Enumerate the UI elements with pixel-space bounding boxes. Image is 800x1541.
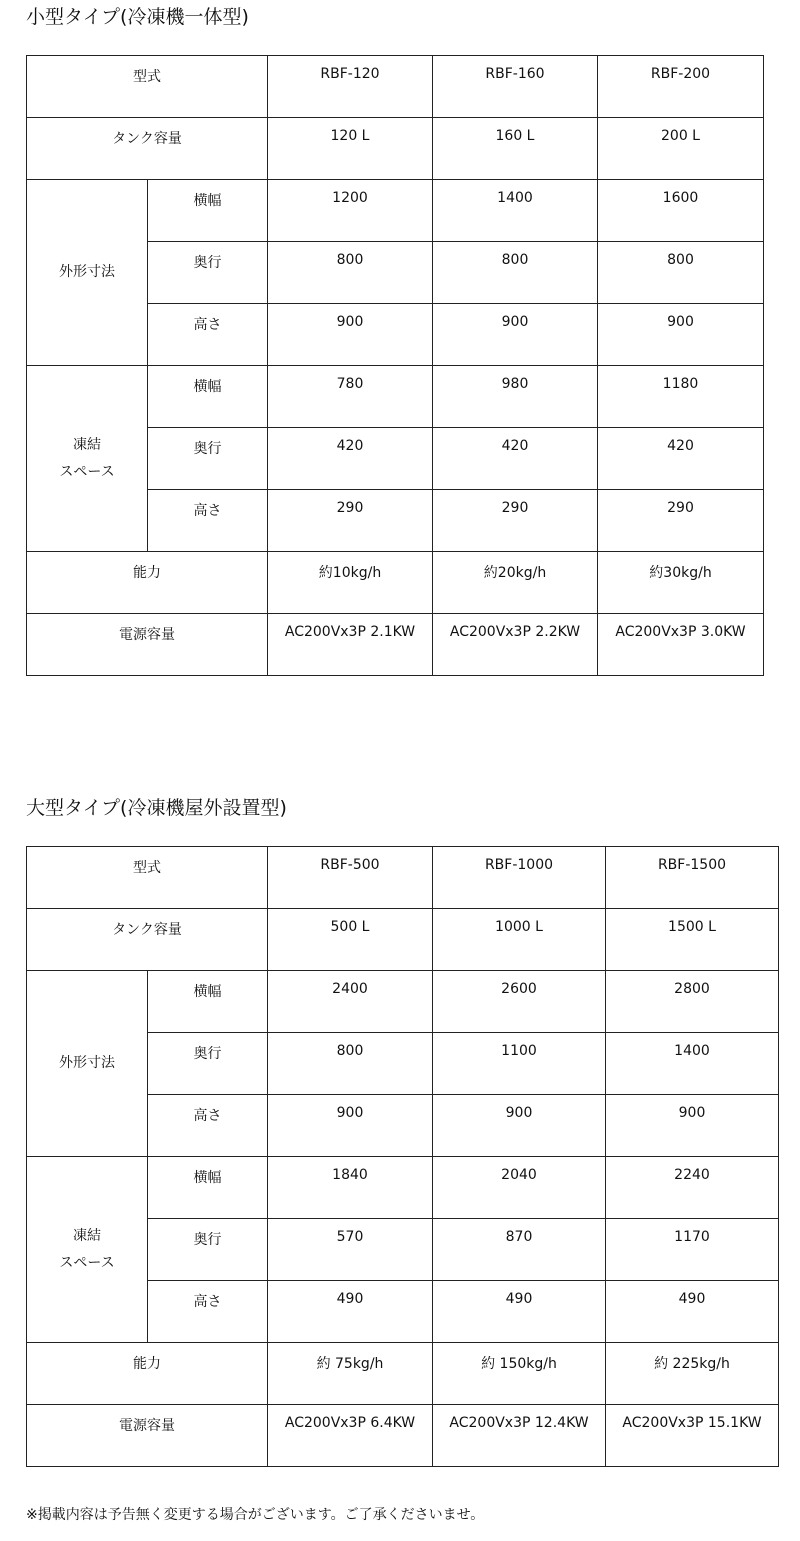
cell-outer-height: 900 bbox=[598, 304, 764, 366]
table-row-freeze-width bbox=[27, 366, 764, 428]
cell-power: AC200Vx3P 12.4KW bbox=[433, 1405, 606, 1467]
label-power: 電源容量 bbox=[27, 614, 268, 676]
cell-power: AC200Vx3P 6.4KW bbox=[268, 1405, 433, 1467]
cell-freeze-depth: 420 bbox=[598, 428, 764, 490]
cell-outer-height: 900 bbox=[268, 1095, 433, 1157]
label-freeze-space-line1: 凍結 bbox=[73, 436, 101, 453]
cell-freeze-width: 1840 bbox=[268, 1157, 433, 1219]
cell-freeze-width: 980 bbox=[433, 366, 598, 428]
label-depth: 奥行 bbox=[148, 1033, 268, 1095]
cell-capacity: 約20kg/h bbox=[433, 552, 598, 614]
table-row-power bbox=[27, 1405, 779, 1467]
table-row-tank bbox=[27, 909, 779, 971]
cell-freeze-width: 1180 bbox=[598, 366, 764, 428]
label-width: 横幅 bbox=[148, 180, 268, 242]
label-height: 高さ bbox=[148, 490, 268, 552]
cell-freeze-height: 490 bbox=[606, 1281, 779, 1343]
cell-outer-depth: 800 bbox=[433, 242, 598, 304]
cell-freeze-depth: 870 bbox=[433, 1219, 606, 1281]
cell-outer-width: 2600 bbox=[433, 971, 606, 1033]
cell-freeze-height: 490 bbox=[433, 1281, 606, 1343]
cell-outer-width: 2800 bbox=[606, 971, 779, 1033]
cell-outer-height: 900 bbox=[606, 1095, 779, 1157]
table-row-freeze-width bbox=[27, 1157, 779, 1219]
label-tank-capacity: タンク容量 bbox=[27, 909, 268, 971]
cell-freeze-width: 2040 bbox=[433, 1157, 606, 1219]
cell-freeze-depth: 420 bbox=[268, 428, 433, 490]
cell-outer-width: 1200 bbox=[268, 180, 433, 242]
cell-outer-depth: 1100 bbox=[433, 1033, 606, 1095]
cell-model: RBF-1500 bbox=[606, 847, 779, 909]
cell-model: RBF-1000 bbox=[433, 847, 606, 909]
cell-freeze-depth: 1170 bbox=[606, 1219, 779, 1281]
cell-model: RBF-120 bbox=[268, 56, 433, 118]
label-outer-dimensions: 外形寸法 bbox=[27, 971, 148, 1157]
label-depth: 奥行 bbox=[148, 1219, 268, 1281]
label-freeze-space bbox=[27, 1157, 148, 1343]
label-freeze-space-line2: スペース bbox=[59, 463, 115, 480]
cell-outer-depth: 800 bbox=[268, 1033, 433, 1095]
large-type-spec-table bbox=[26, 846, 779, 1467]
label-height: 高さ bbox=[148, 304, 268, 366]
label-height: 高さ bbox=[148, 1095, 268, 1157]
cell-freeze-width: 780 bbox=[268, 366, 433, 428]
cell-outer-height: 900 bbox=[268, 304, 433, 366]
cell-freeze-depth: 420 bbox=[433, 428, 598, 490]
cell-tank-capacity: 120 L bbox=[268, 118, 433, 180]
cell-capacity: 約 75kg/h bbox=[268, 1343, 433, 1405]
cell-outer-width: 1400 bbox=[433, 180, 598, 242]
cell-capacity: 約10kg/h bbox=[268, 552, 433, 614]
label-tank-capacity: タンク容量 bbox=[27, 118, 268, 180]
cell-outer-width: 1600 bbox=[598, 180, 764, 242]
cell-freeze-width: 2240 bbox=[606, 1157, 779, 1219]
cell-outer-width: 2400 bbox=[268, 971, 433, 1033]
cell-capacity: 約 150kg/h bbox=[433, 1343, 606, 1405]
cell-freeze-depth: 570 bbox=[268, 1219, 433, 1281]
cell-tank-capacity: 1000 L bbox=[433, 909, 606, 971]
cell-outer-height: 900 bbox=[433, 1095, 606, 1157]
label-capacity: 能力 bbox=[27, 552, 268, 614]
label-freeze-space-line1: 凍結 bbox=[73, 1227, 101, 1244]
label-power: 電源容量 bbox=[27, 1405, 268, 1467]
cell-outer-depth: 800 bbox=[268, 242, 433, 304]
label-width: 横幅 bbox=[148, 971, 268, 1033]
label-capacity: 能力 bbox=[27, 1343, 268, 1405]
small-type-spec-table bbox=[26, 55, 764, 676]
table-row-outer-width bbox=[27, 180, 764, 242]
table-row-power bbox=[27, 614, 764, 676]
cell-outer-depth: 1400 bbox=[606, 1033, 779, 1095]
cell-model: RBF-160 bbox=[433, 56, 598, 118]
label-width: 横幅 bbox=[148, 366, 268, 428]
cell-freeze-height: 490 bbox=[268, 1281, 433, 1343]
label-height: 高さ bbox=[148, 1281, 268, 1343]
cell-model: RBF-500 bbox=[268, 847, 433, 909]
cell-tank-capacity: 500 L bbox=[268, 909, 433, 971]
large-type-title: 大型タイプ(冷凍機屋外設置型) bbox=[26, 797, 287, 819]
table-row-model bbox=[27, 56, 764, 118]
label-outer-dimensions: 外形寸法 bbox=[27, 180, 148, 366]
table-row-outer-width bbox=[27, 971, 779, 1033]
cell-outer-depth: 800 bbox=[598, 242, 764, 304]
cell-freeze-height: 290 bbox=[598, 490, 764, 552]
disclaimer-note: ※掲載内容は予告無く変更する場合がございます。ご了承くださいませ。 bbox=[26, 1507, 485, 1523]
cell-capacity: 約 225kg/h bbox=[606, 1343, 779, 1405]
label-freeze-space-line2: スペース bbox=[59, 1254, 115, 1271]
cell-power: AC200Vx3P 2.2KW bbox=[433, 614, 598, 676]
cell-tank-capacity: 160 L bbox=[433, 118, 598, 180]
table-row-model bbox=[27, 847, 779, 909]
label-model: 型式 bbox=[27, 56, 268, 118]
cell-power: AC200Vx3P 2.1KW bbox=[268, 614, 433, 676]
cell-tank-capacity: 200 L bbox=[598, 118, 764, 180]
cell-power: AC200Vx3P 15.1KW bbox=[606, 1405, 779, 1467]
cell-model: RBF-200 bbox=[598, 56, 764, 118]
small-type-title: 小型タイプ(冷凍機一体型) bbox=[26, 6, 249, 28]
label-width: 横幅 bbox=[148, 1157, 268, 1219]
label-model: 型式 bbox=[27, 847, 268, 909]
cell-freeze-height: 290 bbox=[433, 490, 598, 552]
table-row-tank bbox=[27, 118, 764, 180]
table-row-capacity bbox=[27, 552, 764, 614]
cell-tank-capacity: 1500 L bbox=[606, 909, 779, 971]
cell-capacity: 約30kg/h bbox=[598, 552, 764, 614]
label-freeze-space bbox=[27, 366, 148, 552]
label-depth: 奥行 bbox=[148, 242, 268, 304]
label-depth: 奥行 bbox=[148, 428, 268, 490]
cell-outer-height: 900 bbox=[433, 304, 598, 366]
cell-power: AC200Vx3P 3.0KW bbox=[598, 614, 764, 676]
table-row-capacity bbox=[27, 1343, 779, 1405]
cell-freeze-height: 290 bbox=[268, 490, 433, 552]
